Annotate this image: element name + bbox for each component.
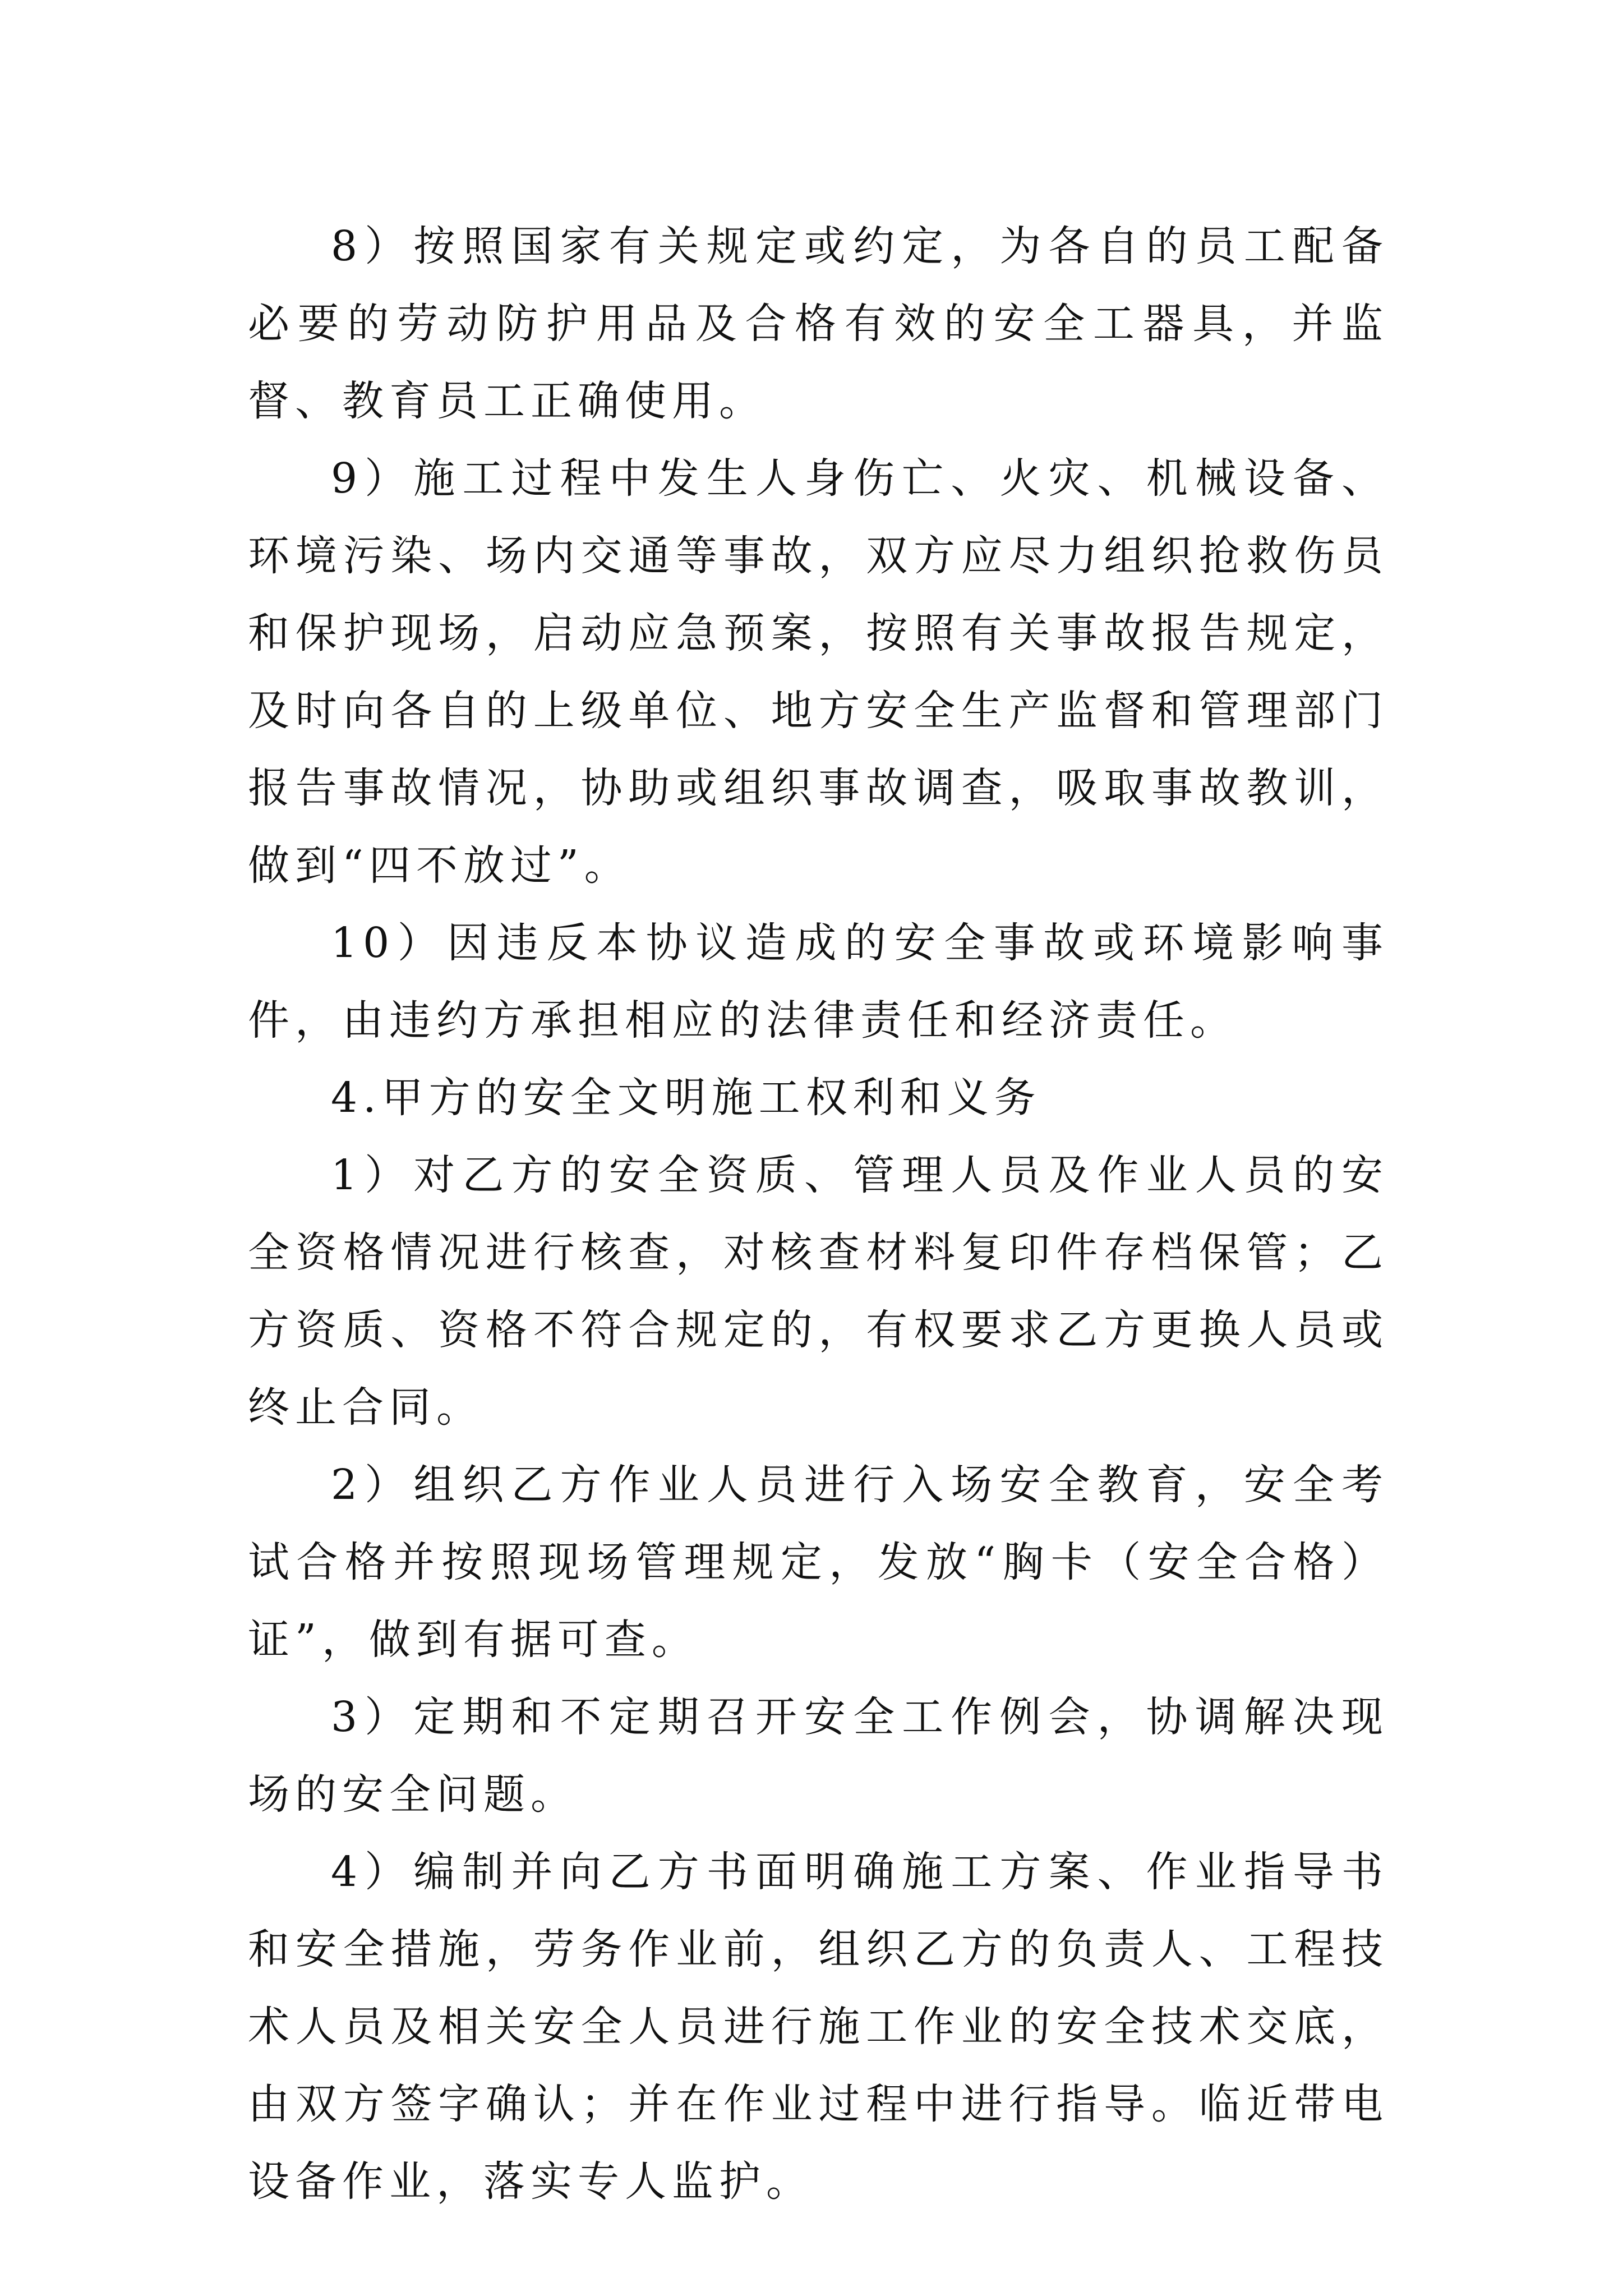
paragraph-item-9: 9）施工过程中发生人身伤亡、火灾、机械设备、环境污染、场内交通等事故，双方应尽力组织抢救伤员和保护现场，启动应急预案，按照有关事故报告规定，及时向各自的上级单位、地方安全生产监督和管理部门报告事故情况，协助或组织事故调查，吸取事故教训，做到“四不放过”。 [248,454,1389,890]
paragraph-item-1: 1）对乙方的安全资质、管理人员及作业人员的安全资格情况进行核查，对核查材料复印件存档保管；乙方资质、资格不符合规定的，有权要求乙方更换人员或终止合同。 [248,1151,1389,1432]
paragraph-item-4: 4）编制并向乙方书面明确施工方案、作业指导书和安全措施，劳务作业前，组织乙方的负责人、工程技术人员及相关安全人员进行施工作业的安全技术交底，由双方签字确认；并在作业过程中进行指导。临近带电设备作业，落实专人监护。 [248,1848,1389,2206]
document-body [248,208,1389,2220]
paragraph-item-2: 2）组织乙方作业人员进行入场安全教育，安全考试合格并按照现场管理规定，发放“胸卡（安全合格）证”，做到有据可查。 [248,1461,1389,1664]
section-heading: 4.甲方的安全文明施工权利和义务 [331,1074,1041,1122]
paragraph-item-8: 8）按照国家有关规定或约定，为各自的员工配备必要的劳动防护用品及合格有效的安全工器具，并监督、教育员工正确使用。 [248,222,1389,425]
paragraph-item-3: 3）定期和不定期召开安全工作例会，协调解决现场的安全问题。 [248,1693,1389,1819]
paragraph-item-10: 10）因违反本协议造成的安全事故或环境影响事件，由违约方承担相应的法律责任和经济责任。 [248,919,1389,1045]
